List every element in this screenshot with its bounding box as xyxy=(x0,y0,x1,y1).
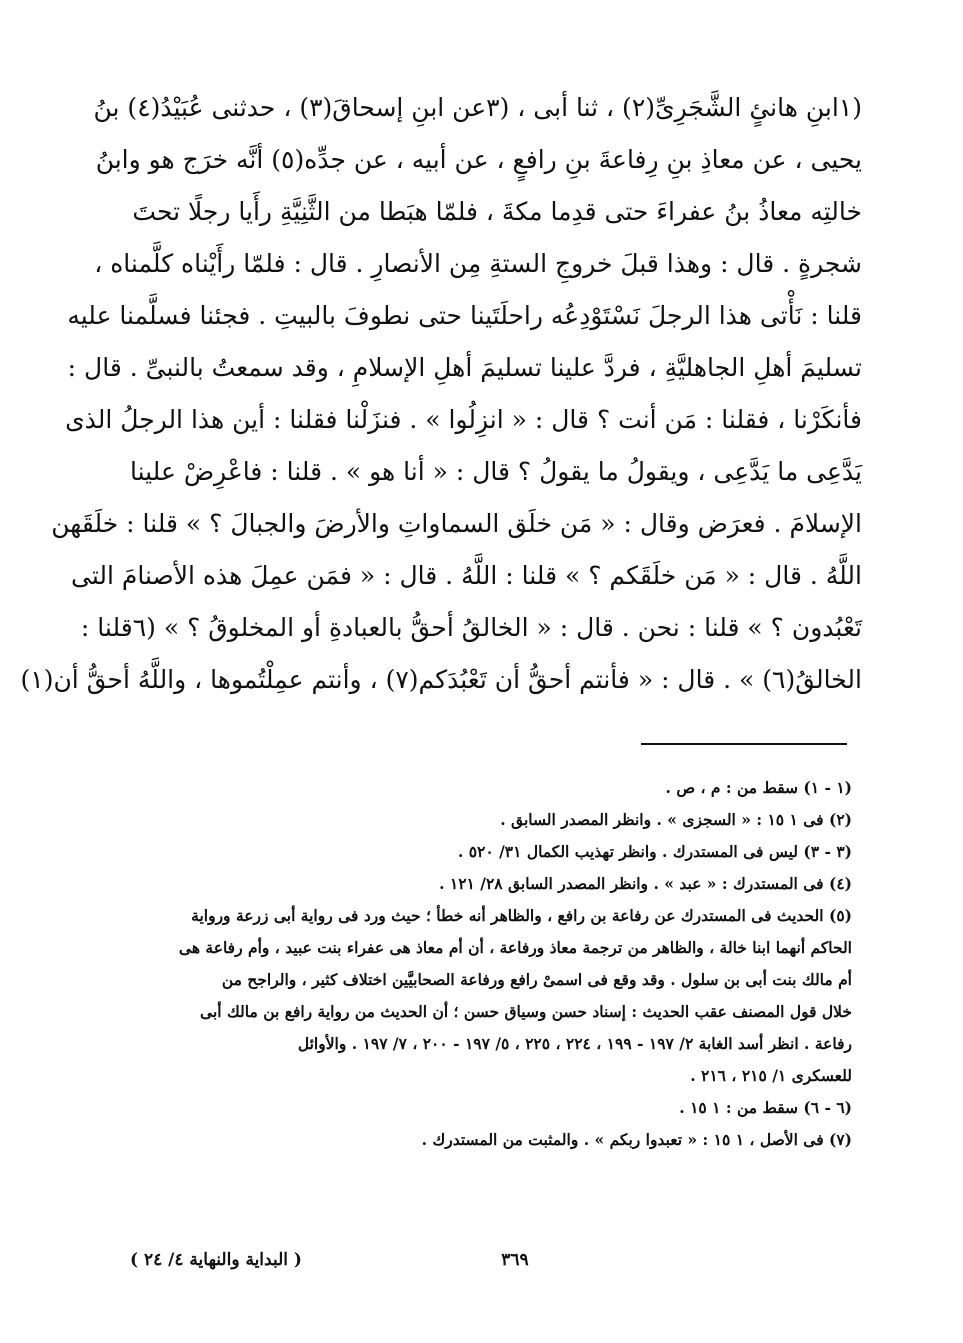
footnote: (٤) فى المستدرك : « عبد » . وانظر المصدر السابق ٢٨/ ١٢١ . xyxy=(439,874,852,893)
page-footer xyxy=(130,1250,850,1280)
text-line: خالتِه معاذُ بنُ عفراءَ حتى قدِما مكةَ ، فلمّا هبَطا من الثَّنِيَّةِ رأَيا رجلًا تحتَ xyxy=(132,197,862,226)
text-line: الإسلامَ . فعرَض وقال : « مَن خلَق السماواتِ والأرضَ والجبالَ ؟ » قلنا : خلَقَهن xyxy=(51,509,862,538)
main-text xyxy=(20,82,862,706)
footnote-separator xyxy=(641,743,847,745)
text-line: يحيى ، عن معاذِ بنِ رِفاعةَ بنِ رافعٍ ، عن أبيه ، عن جدِّه(٥) أنَّه خرَج هو وابنُ xyxy=(95,145,862,174)
text-line: تسليمَ أهلِ الجاهليَّةِ ، فردَّ علينا تسليمَ أهلِ الإسلامِ ، وقد سمعتُ بالنبىِّ . قال : xyxy=(67,353,862,382)
page-number: ٣٦٩ xyxy=(501,1250,529,1270)
footnote: (٦ - ٦) سقط من : ١ ١٥ . xyxy=(679,1098,852,1117)
text-line: تَعْبُدون ؟ » قلنا : نحن . قال : « الخالقُ أحقُّ بالعبادةِ أو المخلوقُ ؟ » (٦قلنا : xyxy=(80,613,862,642)
footnotes xyxy=(140,772,852,1156)
footnote: أم مالك بنت أبى بن سلول . وقد وقع فى اسمىْ رافع ورفاعة الصحابيَّين اختلاف كثير ، والراجح من xyxy=(221,970,852,989)
text-line: قلنا : نَأْتى هذا الرجلَ نَسْتَوْدِعُه راحلَتَينا حتى نطوفَ بالبيتِ . فجئنا فسلَّمنا عليه xyxy=(67,301,862,330)
text-line: اللَّهُ . قال : « مَن خلَقَكم ؟ » قلنا : اللَّهُ . قال : « فمَن عمِلَ هذه الأصنامَ التى xyxy=(71,561,862,590)
footnote: (٣ - ٣) ليس فى المستدرك . وانظر تهذيب الكمال ٣١/ ٥٢٠ . xyxy=(457,842,852,861)
text-line: يَدَّعِى ما يَدَّعِى ، ويقولُ ما يقولُ ؟ قال : « أنا هو » . قلنا : فاعْرِضْ علينا xyxy=(129,457,862,486)
footnote: للعسكرى ١/ ٢١٥ ، ٢١٦ . xyxy=(690,1066,852,1085)
text-line: الخالقُ(٦) » . قال : « فأنتم أحقُّ أن تَعْبُدَكم(٧) ، وأنتم عمِلْتُموها ، واللَّهُ أحقُّ أن(١) xyxy=(20,665,862,694)
book-reference: ( البداية والنهاية ٤/ ٢٤ ) xyxy=(130,1250,302,1270)
text-line: (١ابنِ هانئٍ الشَّجَرِىِّ(٢) ، ثنا أبى ، (٣عن ابنِ إسحاقَ(٣) ، حدثنى عُبَيْدُ(٤) بنُ xyxy=(93,93,862,122)
text-line: فأنكَرْنا ، فقلنا : مَن أنت ؟ قال : « انزِلُوا » . فنزَلْنا فقلنا : أين هذا الرجلُ الذى xyxy=(65,405,862,434)
footnote: (٢) فى ١ ١٥ : « السجزى » . وانظر المصدر السابق . xyxy=(500,810,852,829)
footnote: رفاعة . انظر أسد الغابة ٢/ ١٩٧ - ١٩٩ ، ٢٢٤ ، ٢٢٥ ، ٥/ ١٩٧ - ٢٠٠ ، ٧/ ١٩٧ . والأوائل xyxy=(297,1034,852,1053)
footnote: (٥) الحديث فى المستدرك عن رفاعة بن رافع ، والظاهر أنه خطأ ؛ حيث ورد فى رواية أبى زرعة ورواية xyxy=(191,906,852,925)
footnote: خلال قول المصنف عقب الحديث : إسناد حسن وسياق حسن ؛ أن الحديث من رواية رافع بن مالك أبى xyxy=(200,1002,852,1021)
footnote: (١ - ١) سقط من : م ، ص . xyxy=(665,778,852,797)
text-line: شجرةٍ . قال : وهذا قبلَ خروجِ الستةِ مِن الأنصارِ . قال : فلمّا رأَيْناه كلَّمناه ، xyxy=(94,249,862,278)
footnote: (٧) فى الأصل ، ١ ١٥ : « تعبدوا ربكم » . والمثبت من المستدرك . xyxy=(421,1130,852,1149)
footnote: الحاكم أنهما ابنا خالة ، والظاهر من ترجمة معاذ ورفاعة ، أن أم معاذ هى عفراء بنت عبيد ، وأم رفاعة هى xyxy=(178,938,852,957)
